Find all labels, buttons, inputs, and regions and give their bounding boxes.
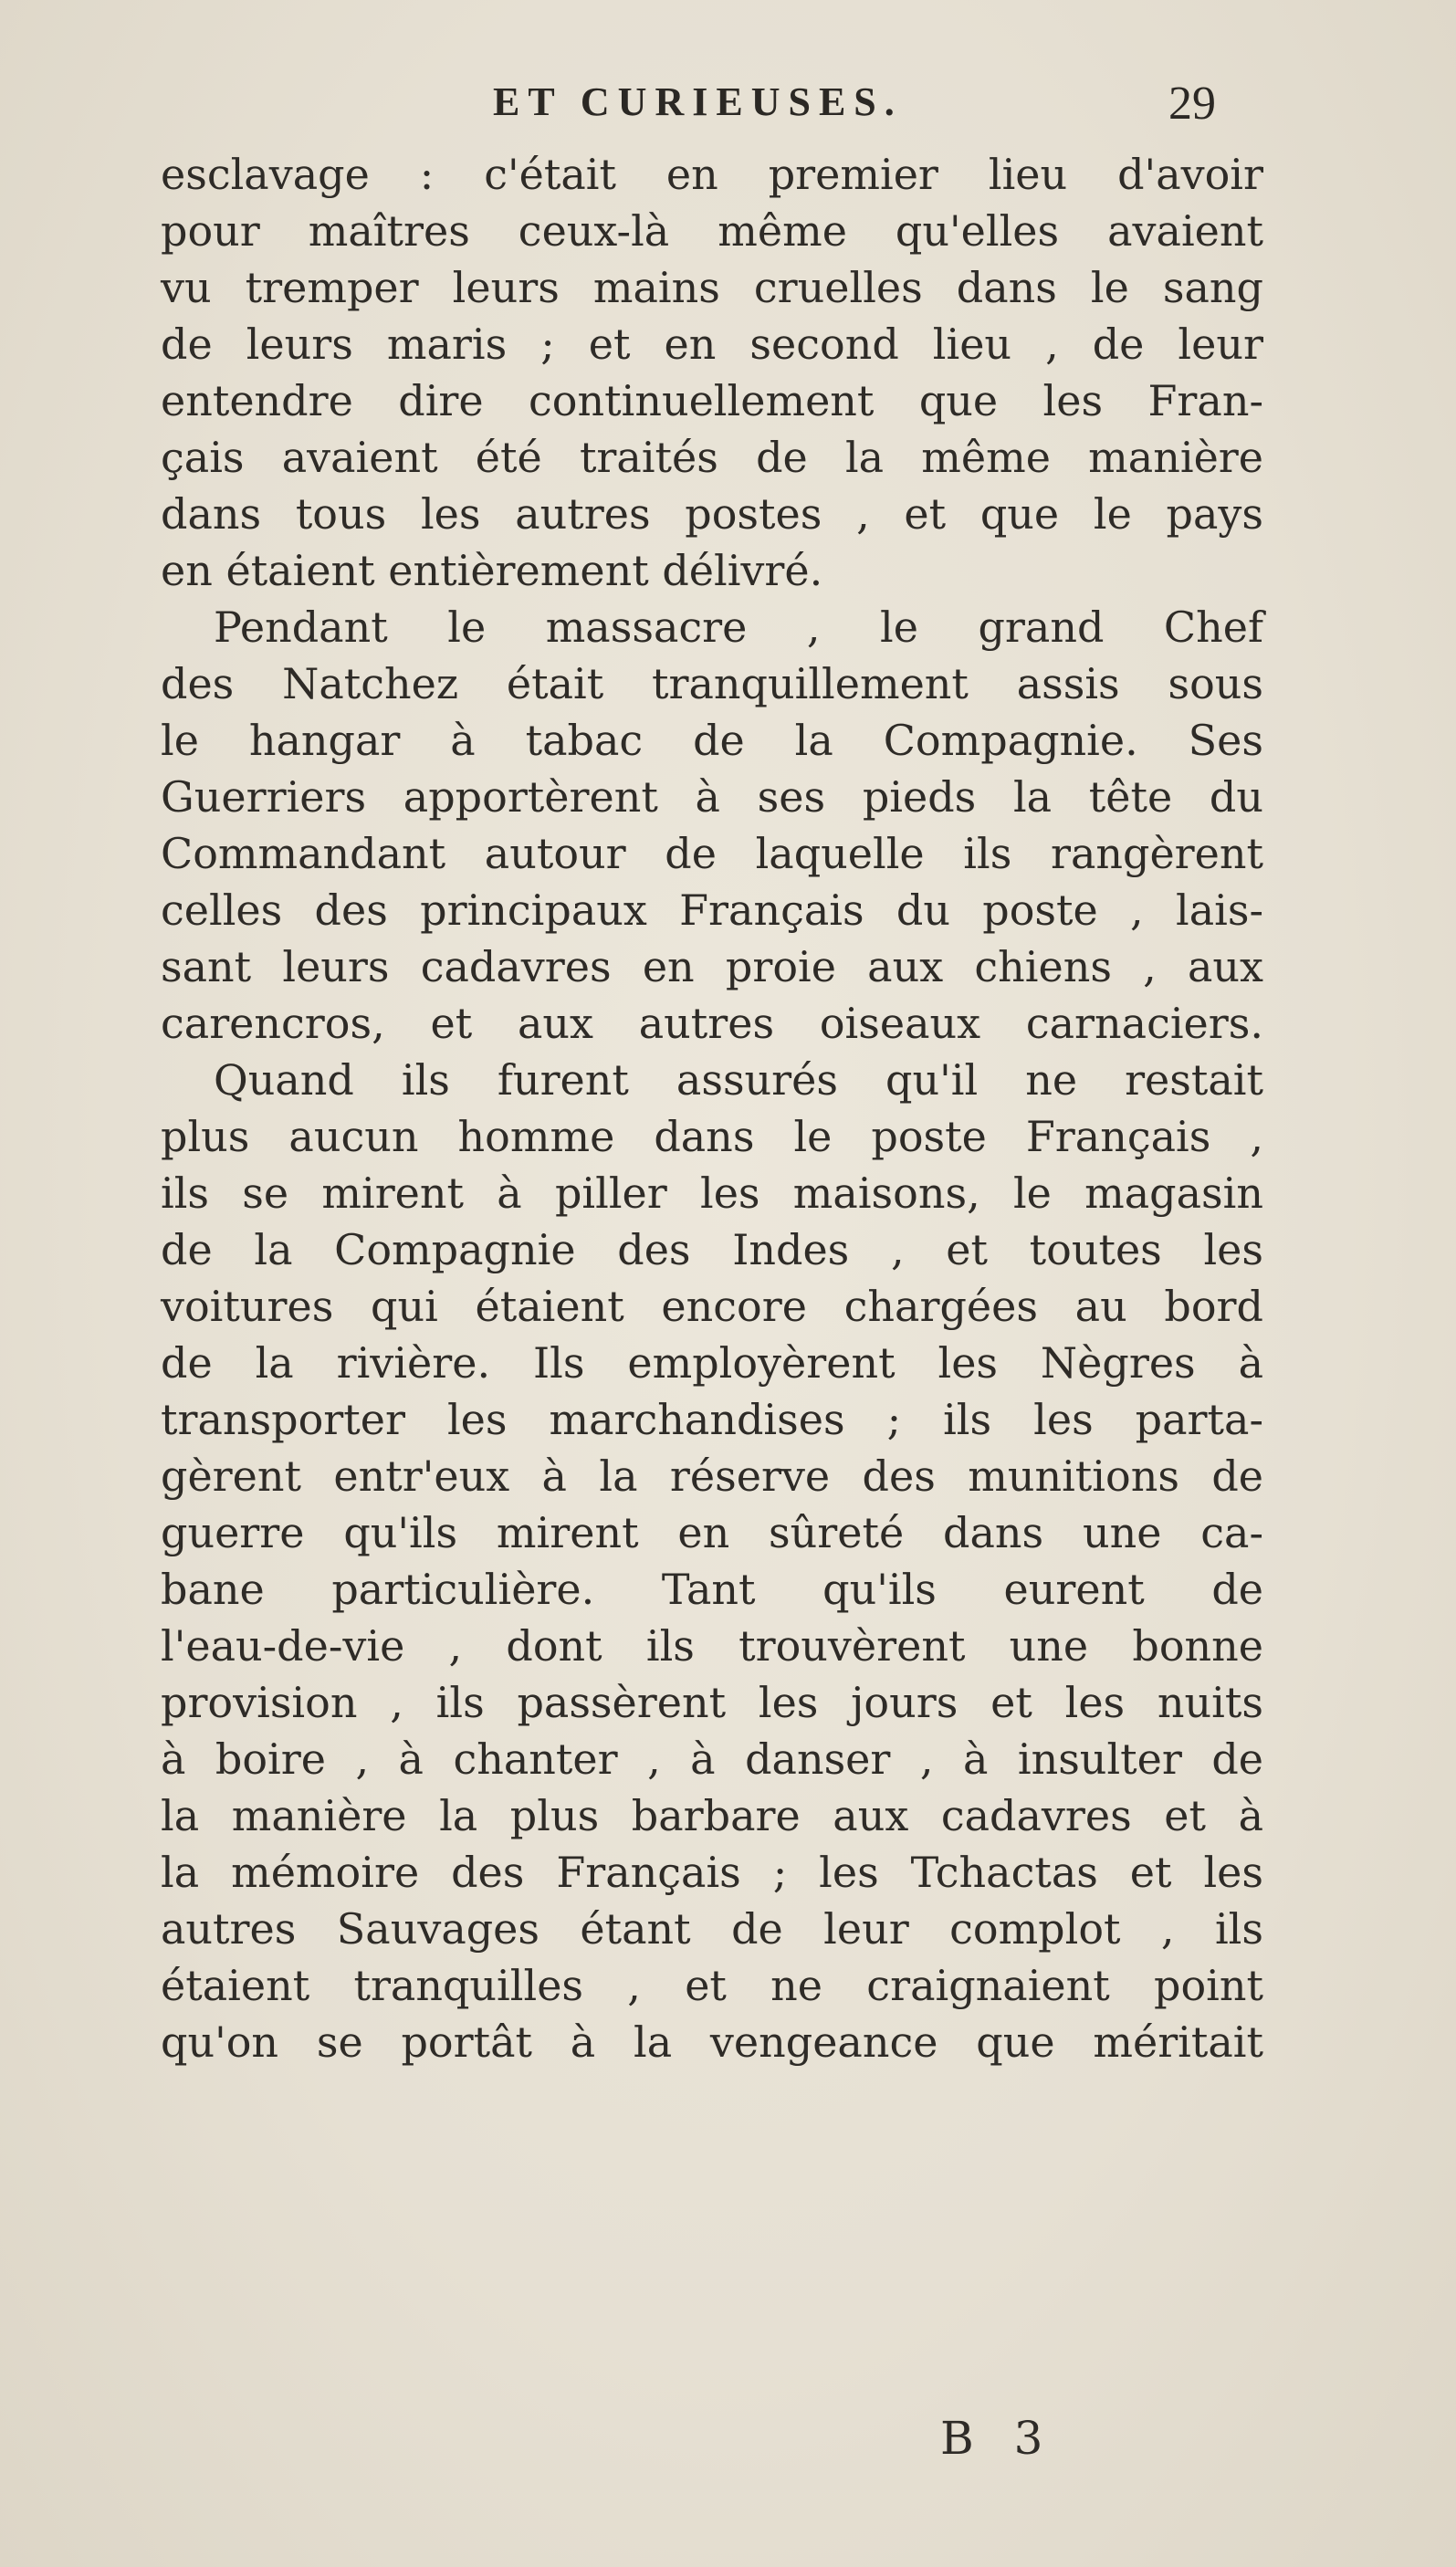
text-line: ils se mirent à piller les maisons, le magasin xyxy=(161,1168,1263,1218)
text-line: carencros, et aux autres oiseaux carnaciers. xyxy=(161,999,1263,1048)
text-line: à boire , à chanter , à danser , à insulter de xyxy=(161,1734,1263,1784)
text-line: plus aucun homme dans le poste Français , xyxy=(161,1112,1263,1161)
text-line: pour maîtres ceux-là même qu'elles avaient xyxy=(161,206,1263,256)
text-line: le hangar à tabac de la Compagnie. Ses xyxy=(161,716,1263,765)
text-line: étaient tranquilles , et ne craignaient point xyxy=(161,1961,1263,2010)
text-line: sant leurs cadavres en proie aux chiens , aux xyxy=(161,942,1263,991)
text-line: de la rivière. Ils employèrent les Nègres à xyxy=(161,1338,1263,1388)
text-line: autres Sauvages étant de leur complot , ils xyxy=(161,1904,1263,1954)
text-line: qu'on se portât à la vengeance que méritait xyxy=(161,2017,1263,2067)
text-line: çais avaient été traités de la même manière xyxy=(161,433,1263,482)
text-line: l'eau-de-vie , dont ils trouvèrent une bonne xyxy=(161,1621,1263,1671)
text-line: en étaient entièrement délivré. xyxy=(161,546,823,595)
text-line: provision , ils passèrent les jours et les nuits xyxy=(161,1678,1263,1727)
running-head: ET CURIEUSES. xyxy=(493,79,903,124)
text-line: Guerriers apportèrent à ses pieds la tête du xyxy=(161,772,1263,822)
text-line: celles des principaux Français du poste , lais- xyxy=(161,885,1263,935)
text-line: esclavage : c'était en premier lieu d'avoir xyxy=(161,150,1263,199)
text-line: Commandant autour de laquelle ils rangèrent xyxy=(161,829,1263,878)
text-line: entendre dire continuellement que les Fran- xyxy=(161,376,1263,425)
signature-mark: B 3 xyxy=(940,2412,1056,2465)
text-line: voitures qui étaient encore chargées au bord xyxy=(161,1282,1263,1331)
text-line: gèrent entr'eux à la réserve des munitions de xyxy=(161,1451,1263,1501)
text-line: des Natchez était tranquillement assis sous xyxy=(161,659,1263,708)
text-line: de leurs maris ; et en second lieu , de leur xyxy=(161,320,1263,369)
paragraph-start-line: Quand ils furent assurés qu'il ne restait xyxy=(214,1055,1263,1105)
text-line: vu tremper leurs mains cruelles dans le sang xyxy=(161,263,1263,312)
text-line: de la Compagnie des Indes , et toutes les xyxy=(161,1225,1263,1274)
text-line: dans tous les autres postes , et que le pays xyxy=(161,489,1263,539)
text-line: transporter les marchandises ; ils les parta- xyxy=(161,1395,1263,1444)
page-header xyxy=(0,79,1456,142)
page-number: 29 xyxy=(1168,78,1216,130)
text-line: la mémoire des Français ; les Tchactas et les xyxy=(161,1848,1263,1897)
text-line: guerre qu'ils mirent en sûreté dans une ca- xyxy=(161,1508,1263,1557)
paragraph-start-line: Pendant le massacre , le grand Chef xyxy=(214,602,1263,652)
text-line: bane particulière. Tant qu'ils eurent de xyxy=(161,1565,1263,1614)
text-line: la manière la plus barbare aux cadavres et à xyxy=(161,1791,1263,1840)
